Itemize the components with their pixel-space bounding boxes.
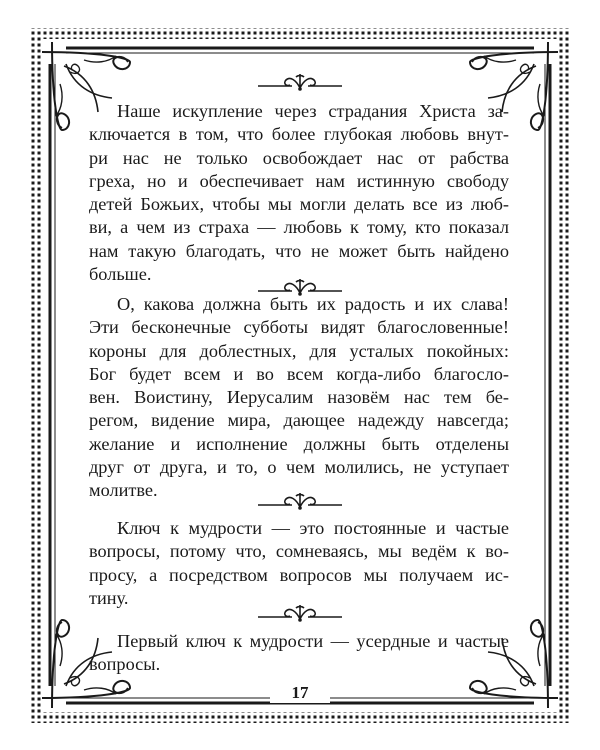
paragraph-atonement <box>89 100 509 286</box>
text-line: желание и исполнение должны быть отделены <box>89 433 509 454</box>
page-number: 17 <box>270 683 330 703</box>
text-line: друг от друга, и то, о чем молились, не уступает <box>89 457 509 478</box>
text-line: больше. <box>89 264 152 285</box>
text-line: Бог будет всем и во всем когда-либо благосло- <box>89 363 509 384</box>
text-line: вен. Воистину, Иерусалим назовём нас тем бе- <box>89 387 509 408</box>
text-line: вопросы, потому что, сомневаясь, мы ведём к во- <box>89 541 509 562</box>
text-line: ви, а чем из страха — любовь к тому, кто показал <box>89 217 509 238</box>
text-line: Наше искупление через страдания Христа за- <box>117 101 509 121</box>
paragraph-joy-and-glory <box>89 293 509 503</box>
text-line: короны для доблестных, для усталых покойных: <box>89 340 509 361</box>
text-line: регом, видение мира, дающее надежду навсегда; <box>89 410 509 431</box>
text-line: молитве. <box>89 480 158 501</box>
fleuron-divider-1 <box>256 70 344 92</box>
paragraph-first-key <box>89 630 509 677</box>
text-line: Ключ к мудрости — это постоянные и частые <box>117 518 509 538</box>
paragraph-key-to-wisdom <box>89 517 509 610</box>
text-line: Эти бесконечные субботы видят благословенные! <box>89 317 509 338</box>
text-line: просу, а посредством вопросов мы получаем ис- <box>89 564 509 585</box>
text-line: О, какова должна быть их радость и их слава! <box>117 294 509 314</box>
text-line: тину. <box>89 587 129 608</box>
text-line: нам такую благодать, что не может быть найдено <box>89 240 509 261</box>
text-line: Первый ключ к мудрости — усердные и частые <box>117 631 509 651</box>
text-line: греха, но и обеспечивает нам истинную свободу <box>89 170 509 191</box>
text-line: вопросы. <box>89 654 161 675</box>
text-line: ключается в том, что более глубокая любовь внут- <box>89 124 509 145</box>
text-line: ри нас не только освобождает нас от рабства <box>89 147 509 168</box>
text-line: детей Божьих, чтобы мы могли делать все из люб- <box>89 194 509 215</box>
